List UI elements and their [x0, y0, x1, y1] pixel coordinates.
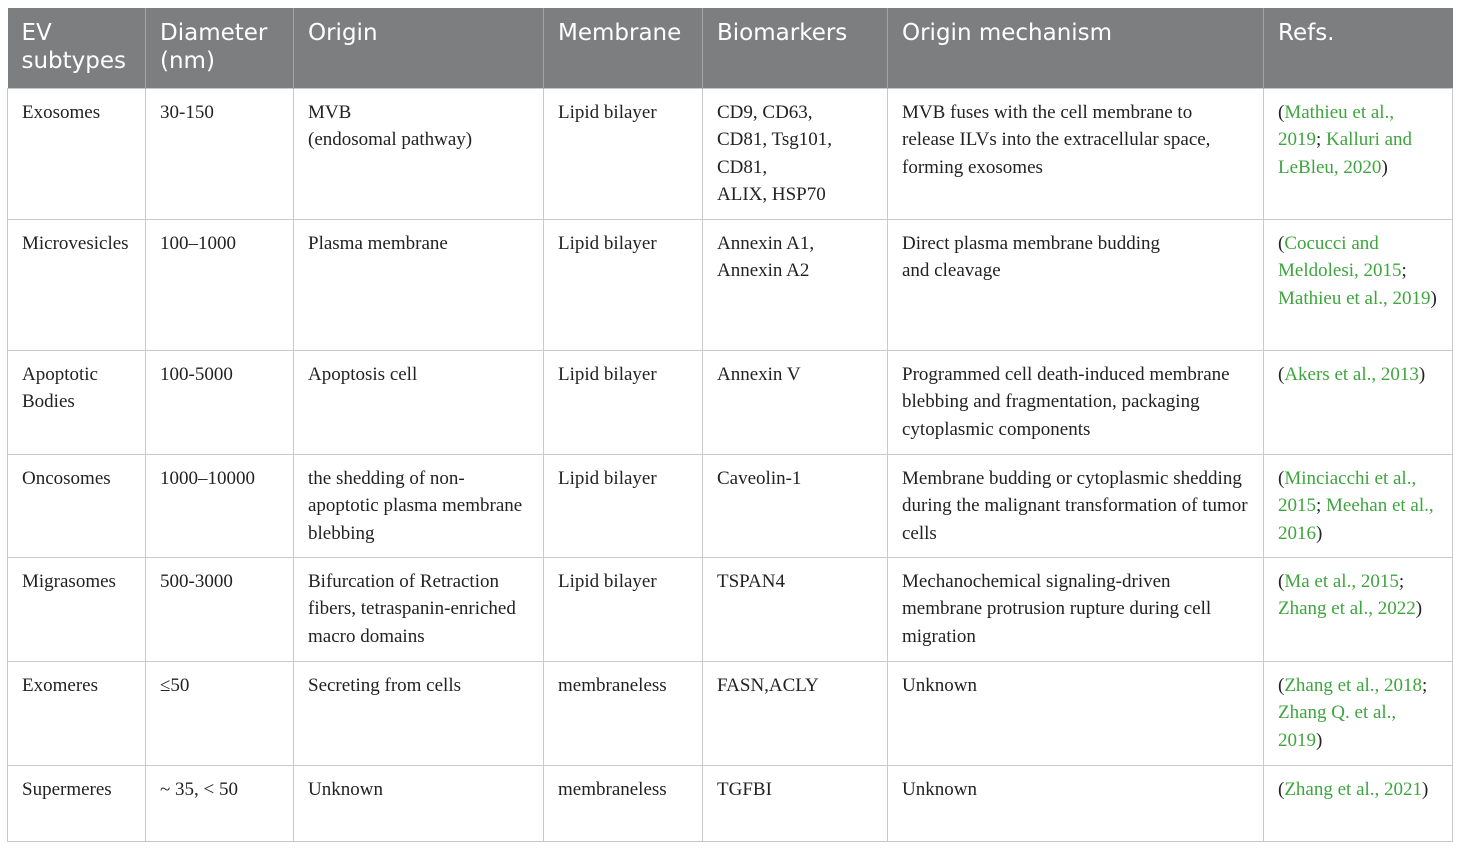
cell-mechanism: Unknown — [888, 661, 1264, 765]
cell-origin: Apoptosis cell — [294, 350, 544, 454]
ref-link[interactable]: Kalluri and LeBleu, 2020 — [1278, 129, 1413, 178]
ref-link[interactable]: Cocucci and Meldolesi, 2015 — [1278, 232, 1402, 281]
header-membrane: Membrane — [544, 8, 703, 88]
cell-membrane: Lipid bilayer — [544, 88, 703, 219]
cell-biomarkers: FASN,ACLY — [703, 661, 888, 765]
ref-link[interactable]: Mathieu et al., 2019 — [1278, 101, 1395, 150]
cell-biomarkers: Annexin A1, Annexin A2 — [703, 219, 888, 350]
cell-membrane: membraneless — [544, 661, 703, 765]
cell-refs: (Minciacchi et al., 2015; Meehan et al., 2016) — [1264, 454, 1453, 557]
cell-refs: (Zhang et al., 2021) — [1264, 765, 1453, 841]
ref-link[interactable]: Zhang Q. et al., 2019 — [1278, 702, 1397, 751]
ref-link[interactable]: Akers et al., 2013 — [1284, 363, 1419, 385]
table-header-row — [8, 8, 1453, 88]
cell-origin: Unknown — [294, 765, 544, 841]
cell-membrane: Lipid bilayer — [544, 219, 703, 350]
cell-biomarkers: TGFBI — [703, 765, 888, 841]
cell-mechanism: Unknown — [888, 765, 1264, 841]
cell-diameter: 30-150 — [146, 88, 294, 219]
header-biomarkers: Biomarkers — [703, 8, 888, 88]
cell-membrane: membraneless — [544, 765, 703, 841]
ref-link[interactable]: Ma et al., 2015 — [1284, 570, 1399, 592]
cell-subtype: Supermeres — [8, 765, 146, 841]
cell-mechanism: MVB fuses with the cell membrane to release ILVs into the extracellular space, forming exosomes — [888, 88, 1264, 219]
header-origin: Origin — [294, 8, 544, 88]
cell-mechanism: Direct plasma membrane budding and cleavage — [888, 219, 1264, 350]
cell-biomarkers: TSPAN4 — [703, 557, 888, 661]
ev-subtypes-table-container — [7, 8, 1452, 842]
table-body — [8, 88, 1453, 841]
cell-mechanism: Membrane budding or cytoplasmic shedding during the malignant transformation of tumor cells — [888, 454, 1264, 557]
cell-diameter: ≤50 — [146, 661, 294, 765]
cell-diameter: 1000–10000 — [146, 454, 294, 557]
cell-diameter: 100–1000 — [146, 219, 294, 350]
cell-mechanism: Programmed cell death-induced membrane blebbing and fragmentation, packaging cytoplasmic components — [888, 350, 1264, 454]
ref-link[interactable]: Minciacchi et al., 2015 — [1278, 467, 1417, 516]
cell-biomarkers: CD9, CD63, CD81, Tsg101, CD81, ALIX, HSP70 — [703, 88, 888, 219]
ref-link[interactable]: Mathieu et al., 2019 — [1278, 287, 1431, 309]
cell-origin: Secreting from cells — [294, 661, 544, 765]
ev-subtypes-table — [7, 8, 1453, 842]
ref-link[interactable]: Zhang et al., 2022 — [1278, 598, 1416, 619]
cell-membrane: Lipid bilayer — [544, 557, 703, 661]
cell-membrane: Lipid bilayer — [544, 454, 703, 557]
table-row — [8, 661, 1453, 765]
header-refs: Refs. — [1264, 8, 1453, 88]
cell-origin: the shedding of non-apoptotic plasma membrane blebbing — [294, 454, 544, 557]
cell-subtype: Oncosomes — [8, 454, 146, 557]
cell-membrane: Lipid bilayer — [544, 350, 703, 454]
cell-refs: (Zhang et al., 2018; Zhang Q. et al., 2019) — [1264, 661, 1453, 765]
cell-diameter: 100-5000 — [146, 350, 294, 454]
cell-origin: Bifurcation of Retraction fibers, tetraspanin-enriched macro domains — [294, 557, 544, 661]
cell-refs: (Ma et al., 2015; Zhang et al., 2022) — [1264, 557, 1453, 661]
cell-subtype: Exomeres — [8, 661, 146, 765]
header-diameter: Diameter (nm) — [146, 8, 294, 88]
cell-biomarkers: Annexin V — [703, 350, 888, 454]
cell-biomarkers: Caveolin-1 — [703, 454, 888, 557]
cell-diameter: 500-3000 — [146, 557, 294, 661]
header-ev-subtypes: EV subtypes — [21, 20, 127, 74]
table-row — [8, 219, 1453, 350]
ref-link[interactable]: Zhang et al., 2018 — [1284, 674, 1423, 696]
table-row — [8, 350, 1453, 454]
ref-link[interactable]: Meehan et al., 2016 — [1278, 495, 1434, 544]
cell-subtype: Microvesicles — [8, 219, 146, 350]
cell-mechanism: Mechanochemical signaling-driven membrane protrusion rupture during cell migration — [888, 557, 1264, 661]
table-row — [8, 454, 1453, 557]
cell-subtype: Migrasomes — [8, 557, 146, 661]
cell-subtype: Exosomes — [8, 88, 146, 219]
table-row — [8, 557, 1453, 661]
cell-refs: (Mathieu et al., 2019; Kalluri and LeBleu, 2020) — [1264, 88, 1453, 219]
header-origin-mechanism: Origin mechanism — [888, 8, 1264, 88]
cell-origin: MVB (endosomal pathway) — [294, 88, 544, 219]
cell-origin: Plasma membrane — [294, 219, 544, 350]
cell-diameter: ~ 35, < 50 — [146, 765, 294, 841]
table-row — [8, 765, 1453, 841]
cell-refs: (Akers et al., 2013) — [1264, 350, 1453, 454]
cell-subtype: Apoptotic Bodies — [8, 350, 146, 454]
ref-link[interactable]: Zhang et al., 2021 — [1284, 778, 1423, 800]
cell-refs: (Cocucci and Meldolesi, 2015; Mathieu et al., 2019) — [1264, 219, 1453, 350]
table-row — [8, 88, 1453, 219]
